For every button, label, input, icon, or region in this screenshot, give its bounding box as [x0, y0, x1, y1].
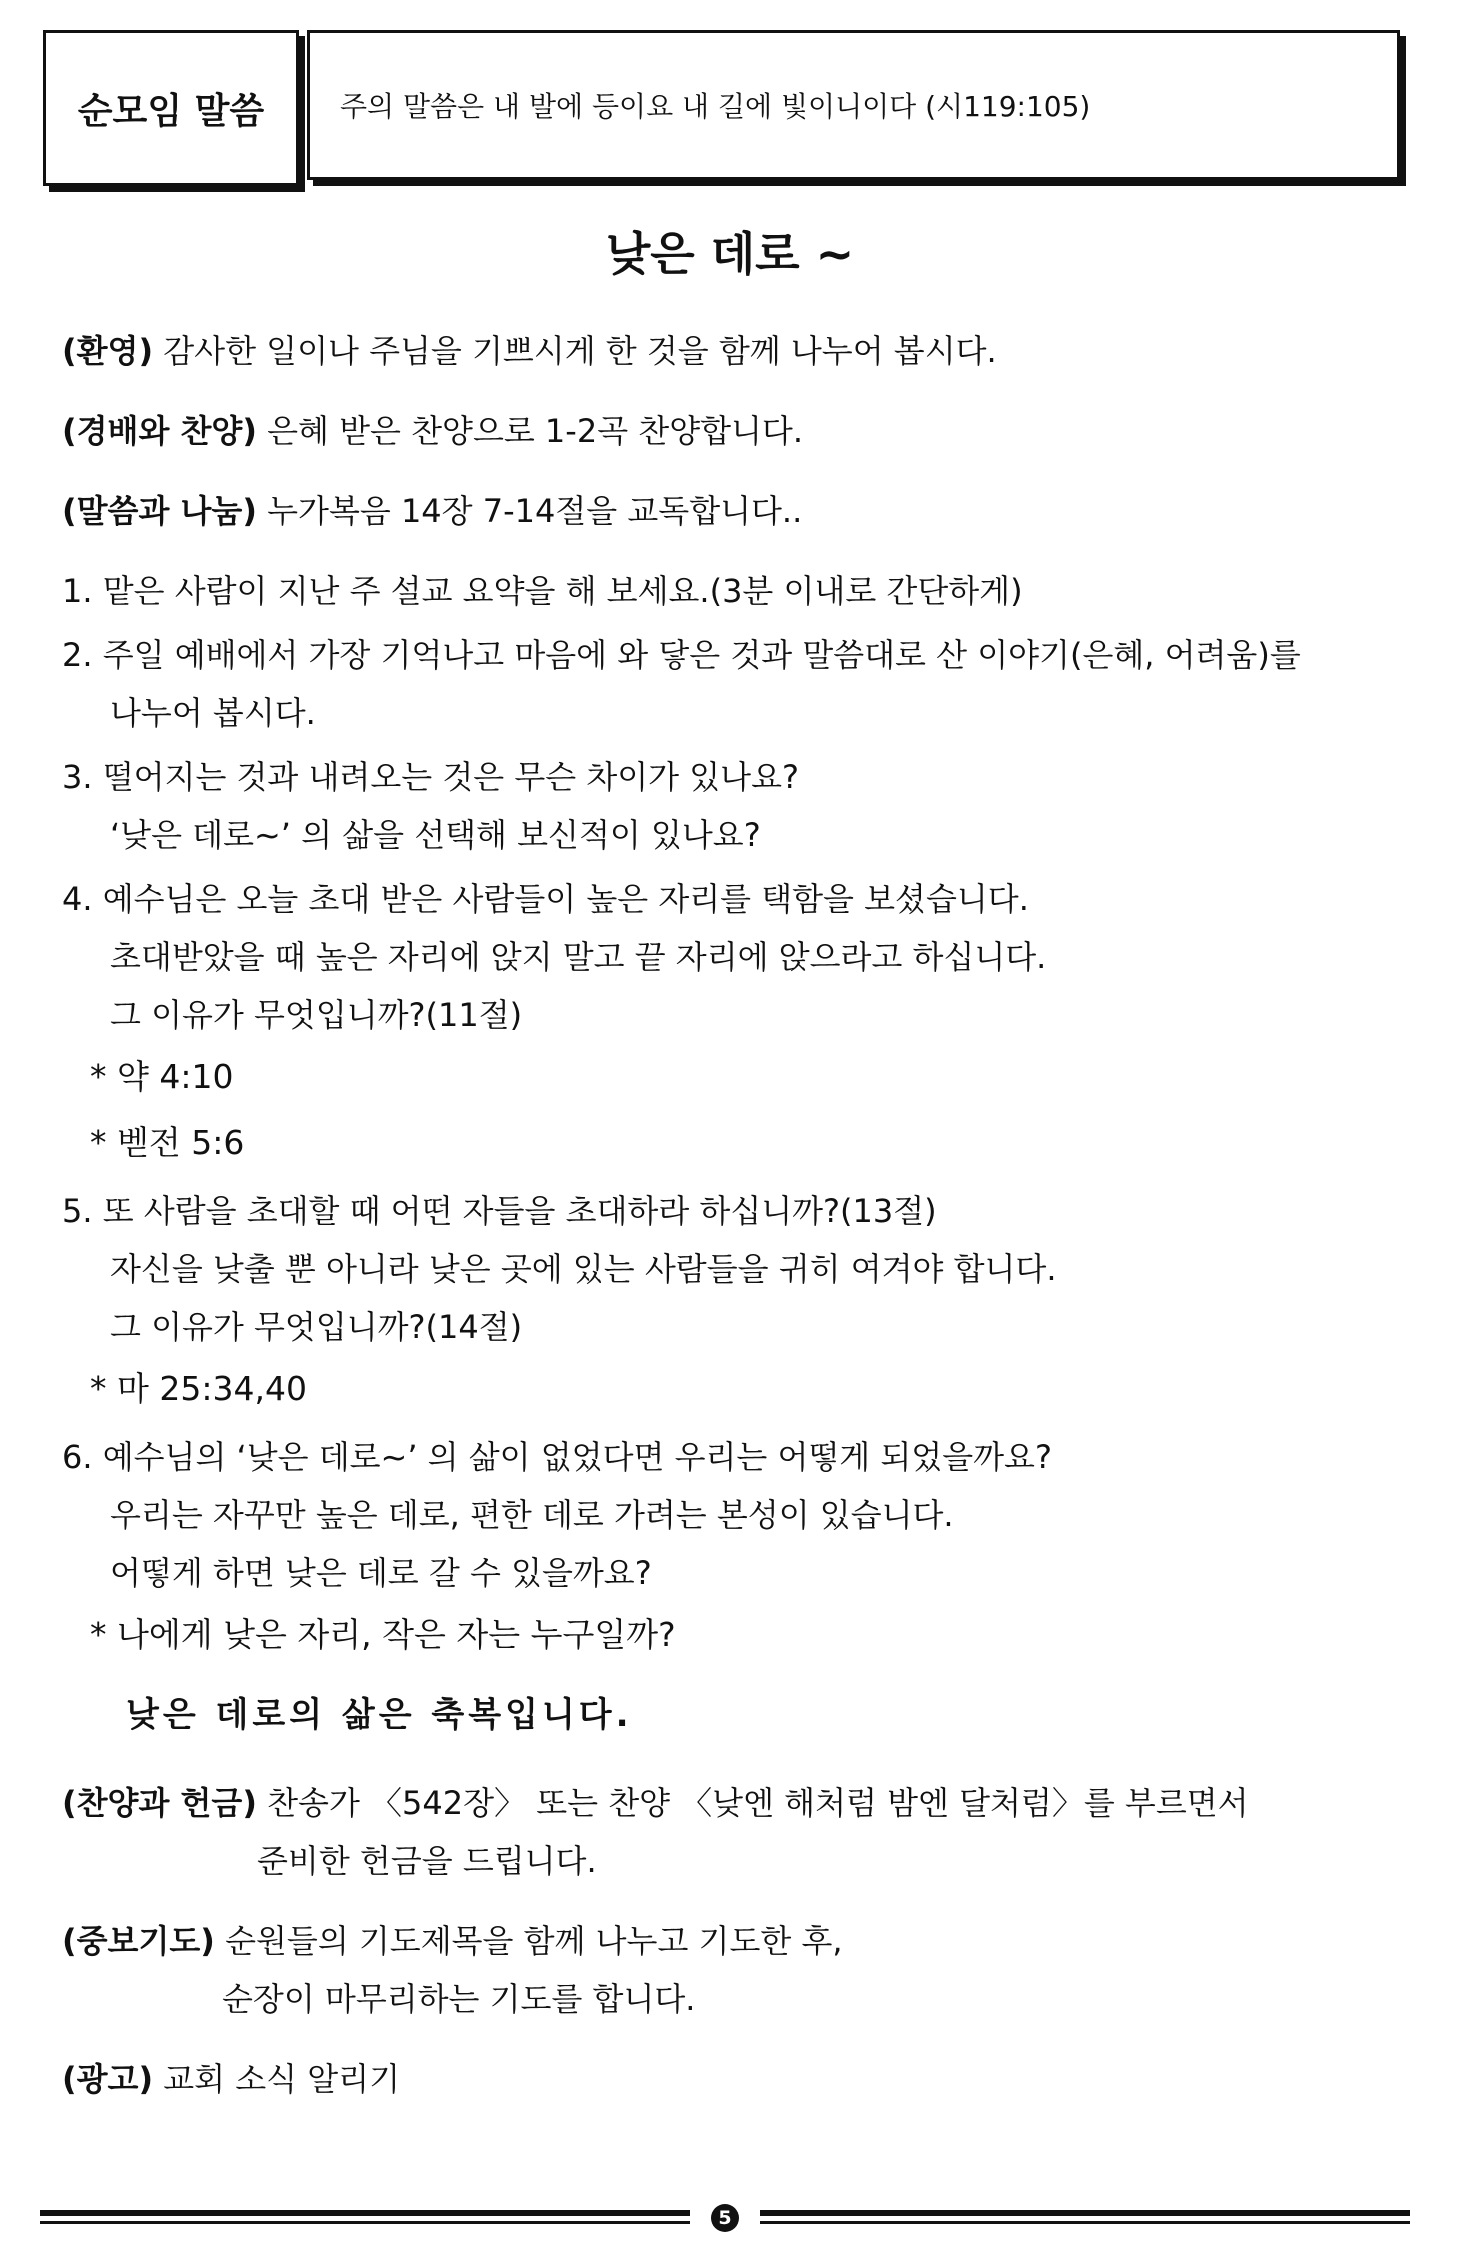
section-word	[62, 482, 1402, 540]
page-title: 낮은 데로 ~	[605, 227, 855, 281]
section-tag: (환영)	[62, 332, 154, 370]
section-text: 찬송가 〈542장〉 또는 찬양 〈낮엔 해처럼 밤엔 달처럼〉를 부르면서	[256, 1784, 1249, 1822]
question-4-cont: 그 이유가 무엇입니까?(11절)	[110, 996, 523, 1034]
closing-statement: 낮은 데로의 삶은 축복입니다.	[126, 1695, 633, 1735]
question-3-cont: ‘낮은 데로~’ 의 삶을 선택해 보신적이 있나요?	[110, 816, 761, 854]
section-text-cont: 준비한 헌금을 드립니다.	[257, 1842, 597, 1880]
header-verse-box	[307, 30, 1400, 180]
footer-rule	[40, 2210, 690, 2216]
section-text-cont: 순장이 마무리하는 기도를 합니다.	[222, 1980, 696, 2018]
page-number: 5	[711, 2204, 739, 2232]
page-footer	[40, 2204, 1410, 2230]
question-3: 3. 떨어지는 것과 내려오는 것은 무슨 차이가 있나요?	[62, 758, 799, 796]
section-text: 순원들의 기도제목을 함께 나누고 기도한 후,	[214, 1922, 843, 1960]
question-4-cont: 초대받았을 때 높은 자리에 앉지 말고 끝 자리에 앉으라고 하십니다.	[110, 938, 1047, 976]
scripture-ref: * 벧전 5:6	[90, 1123, 245, 1162]
section-welcome	[62, 322, 1402, 380]
header-label-box	[43, 30, 299, 186]
footer-rule	[40, 2221, 690, 2224]
section-tag: (경배와 찬양)	[62, 412, 257, 450]
question-2-cont: 나누어 봅시다.	[110, 694, 316, 732]
question-5: 5. 또 사람을 초대할 때 어떤 자들을 초대하라 하십니까?(13절)	[62, 1192, 937, 1230]
question-2: 2. 주일 예배에서 가장 기억나고 마음에 와 닿은 것과 말씀대로 산 이야기(은혜, 어려움)를	[62, 636, 1301, 674]
section-offering	[62, 1774, 1402, 1890]
section-tag: (말씀과 나눔)	[62, 492, 257, 530]
question-5-cont: 자신을 낮출 뿐 아니라 낮은 곳에 있는 사람들을 귀히 여겨야 합니다.	[110, 1250, 1057, 1288]
section-text: 은혜 받은 찬양으로 1-2곡 찬양합니다.	[256, 412, 804, 450]
footer-rule	[760, 2221, 1410, 2224]
section-text: 감사한 일이나 주님을 기쁘시게 한 것을 함께 나누어 봅시다.	[153, 332, 997, 370]
question-4: 4. 예수님은 오늘 초대 받은 사람들이 높은 자리를 택함을 보셨습니다.	[62, 880, 1029, 918]
section-tag: (찬양과 헌금)	[62, 1784, 257, 1822]
question-1: 1. 맡은 사람이 지난 주 설교 요약을 해 보세요.(3분 이내로 간단하게)	[62, 572, 1023, 610]
header-label: 순모임 말씀	[77, 90, 265, 132]
section-tag: (광고)	[62, 2060, 154, 2098]
scripture-ref: * 약 4:10	[90, 1057, 234, 1096]
question-6: 6. 예수님의 ‘낮은 데로~’ 의 삶이 없었다면 우리는 어떻게 되었을까요?	[62, 1438, 1052, 1476]
section-prayer	[62, 1912, 1402, 2028]
section-text: 누가복음 14장 7-14절을 교독합니다..	[256, 492, 803, 530]
question-6-cont: 우리는 자꾸만 높은 데로, 편한 데로 가려는 본성이 있습니다.	[110, 1496, 954, 1534]
section-notice	[62, 2050, 1402, 2108]
question-5-cont: 그 이유가 무엇입니까?(14절)	[110, 1308, 523, 1346]
main-content	[62, 322, 1402, 2130]
footer-rule	[760, 2210, 1410, 2216]
section-tag: (중보기도)	[62, 1922, 215, 1960]
reflection-prompt: * 나에게 낮은 자리, 작은 자는 누구일까?	[90, 1615, 676, 1654]
section-worship	[62, 402, 1402, 460]
question-6-cont: 어떻게 하면 낮은 데로 갈 수 있을까요?	[110, 1554, 652, 1592]
scripture-ref: * 마 25:34,40	[90, 1369, 307, 1408]
header-verse: 주의 말씀은 내 발에 등이요 내 길에 빛이니이다 (시119:105)	[340, 90, 1091, 123]
question-list	[62, 562, 1402, 1668]
section-text: 교회 소식 알리기	[153, 2060, 400, 2098]
